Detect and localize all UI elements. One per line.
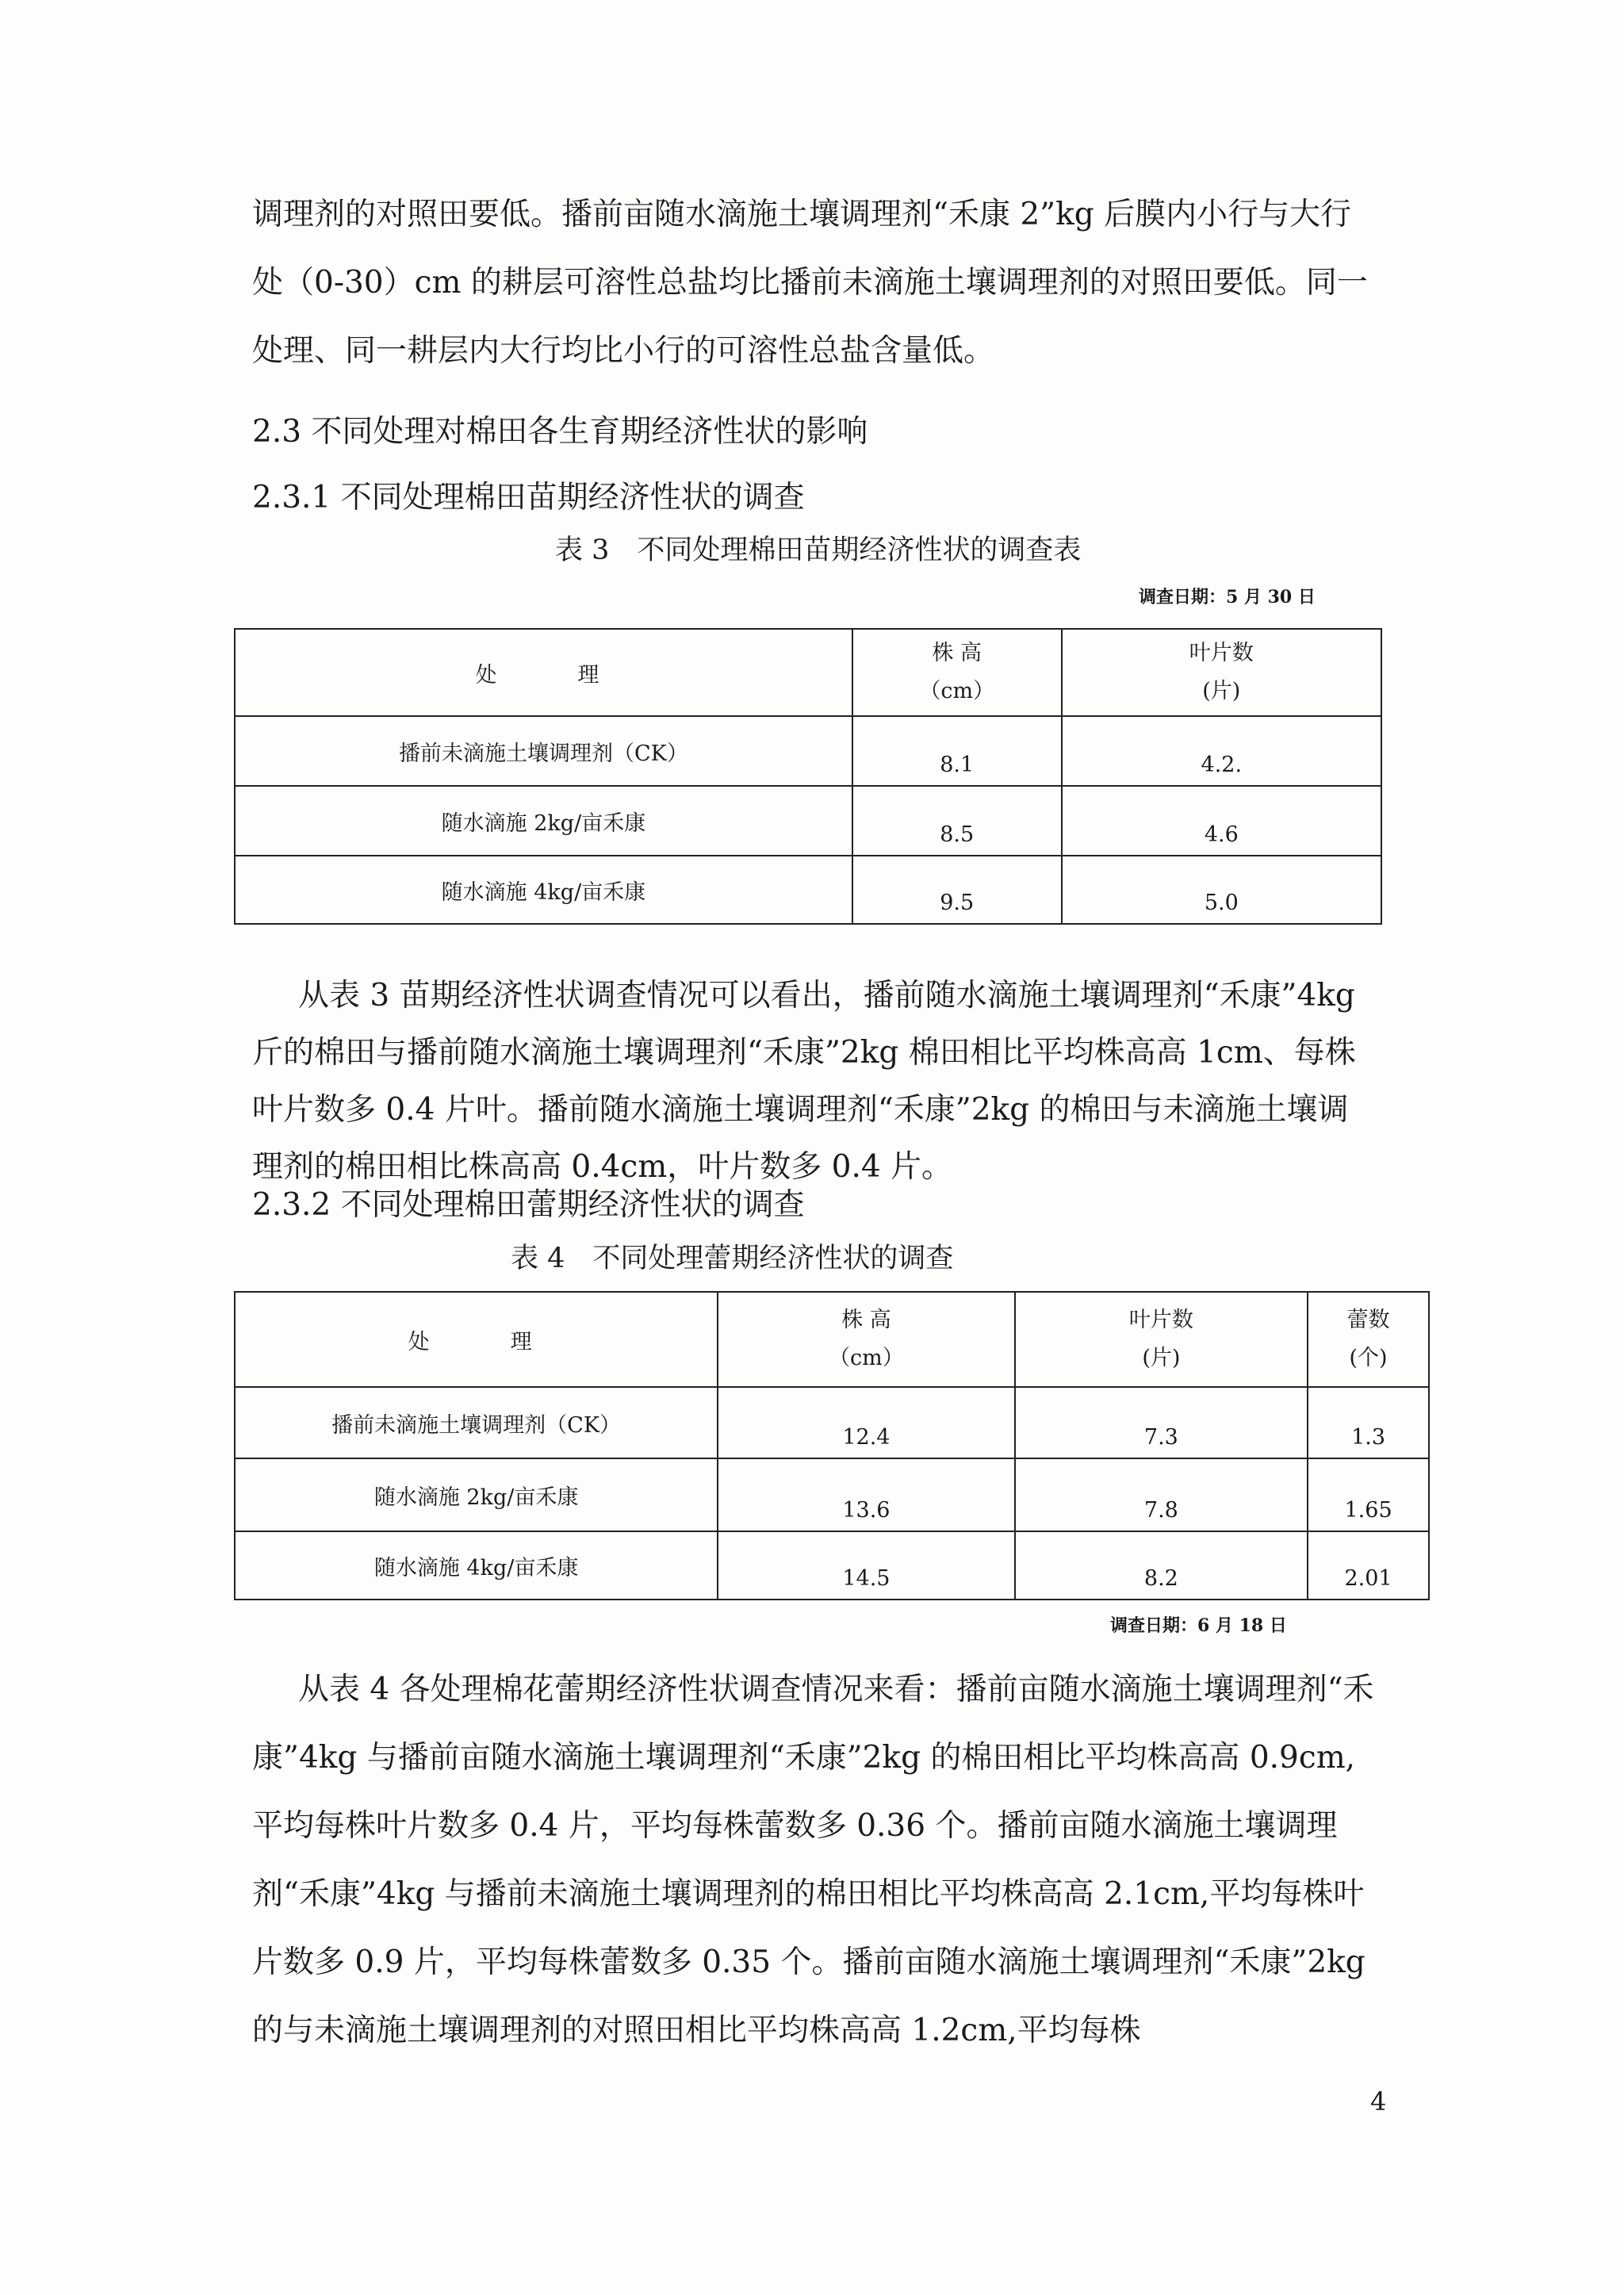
- table3-cell-height: 8.1: [852, 716, 1062, 786]
- table4-header-height: [718, 1292, 1015, 1387]
- table-row: [235, 856, 1381, 924]
- table3-seedling-traits: [234, 628, 1382, 925]
- table-row: [235, 716, 1381, 786]
- table3-cell-treatment: 随水滴施 2kg/亩禾康: [235, 786, 852, 856]
- table-row: [235, 1531, 1429, 1600]
- paragraph-soil-salinity-summary: 调理剂的对照田要低。播前亩随水滴施土壤调理剂“禾康 2”kg 后膜内小行与大行处（0-30）cm 的耕层可溶性总盐均比播前未滴施土壤调理剂的对照田要低。同一处理、同一耕层内大行均比小行的可溶性总盐含量低。: [252, 197, 1368, 369]
- table4-bud-stage-traits: [234, 1291, 1430, 1600]
- table4-header-buds-label: 蕾数: [1346, 1308, 1390, 1332]
- table4-header-leaves-unit: (片): [1142, 1346, 1181, 1370]
- section-heading-2-3-1: 2.3.1 不同处理棉田苗期经济性状的调查: [252, 480, 805, 515]
- table3-cell-height: 9.5: [852, 856, 1062, 924]
- table3-caption: 表 3 不同处理棉田苗期经济性状的调查表: [555, 534, 1082, 566]
- table3-header-row: [235, 629, 1381, 716]
- table3-header-treatment: 处 理: [235, 629, 852, 716]
- table4-cell-buds: 2.01: [1308, 1531, 1429, 1600]
- table4-cell-leaves: 7.3: [1015, 1387, 1308, 1458]
- table-row: [235, 1458, 1429, 1531]
- table4-cell-buds: 1.65: [1308, 1458, 1429, 1531]
- table3-cell-treatment: 播前未滴施土壤调理剂（CK）: [235, 716, 852, 786]
- table4-header-buds: [1308, 1292, 1429, 1387]
- table3-cell-treatment: 随水滴施 4kg/亩禾康: [235, 856, 852, 924]
- paragraph-table4-analysis: 从表 4 各处理棉花蕾期经济性状调查情况来看：播前亩随水滴施土壤调理剂“禾康”4kg 与播前亩随水滴施土壤调理剂“禾康”2kg 的棉田相比平均株高高 0.9cm,平均每株叶片数多 0.4 片，平均每株蕾数多 0.36 个。播前亩随水滴施土壤调理剂“禾康”4kg 与播前未滴施土壤调理剂的棉田相比平均株高高 2.1cm,平均每株叶片数多 0.9 片，平均每株蕾数多 0.35 个。播前亩随水滴施土壤调理剂“禾康”2kg 的与未滴施土壤调理剂的对照田相比平均株高高 1.2cm,平均每株: [252, 1672, 1374, 2048]
- table4-caption: 表 4 不同处理蕾期经济性状的调查: [511, 1243, 954, 1274]
- table3-survey-date: 调查日期：5 月 30 日: [1139, 587, 1316, 607]
- section-heading-2-3-2: 2.3.2 不同处理棉田蕾期经济性状的调查: [252, 1187, 805, 1223]
- table3-cell-leaves: 4.6: [1062, 786, 1381, 856]
- table3-header-leaves-label: 叶片数: [1189, 641, 1254, 665]
- page-number: 4: [1370, 2086, 1387, 2117]
- table3-header-leaves-unit: (片): [1202, 679, 1241, 703]
- table4-cell-treatment: 随水滴施 4kg/亩禾康: [235, 1531, 718, 1600]
- paragraph-table3-analysis: 从表 3 苗期经济性状调查情况可以看出，播前随水滴施土壤调理剂“禾康”4kg 斤的棉田与播前随水滴施土壤调理剂“禾康”2kg 棉田相比平均株高高 1cm、每株叶片数多 0.4 片叶。播前随水滴施土壤调理剂“禾康”2kg 的棉田与未滴施土壤调理剂的棉田相比株高高 0.4cm，叶片数多 0.4 片。: [252, 978, 1356, 1185]
- table4-header-treatment: 处 理: [235, 1292, 718, 1387]
- table4-cell-leaves: 7.8: [1015, 1458, 1308, 1531]
- table3-cell-height: 8.5: [852, 786, 1062, 856]
- table3-cell-leaves: 5.0: [1062, 856, 1381, 924]
- table3-header-height: [852, 629, 1062, 716]
- table3-header-leaves: [1062, 629, 1381, 716]
- table4-cell-height: 12.4: [718, 1387, 1015, 1458]
- table4-cell-leaves: 8.2: [1015, 1531, 1308, 1600]
- section-heading-2-3: 2.3 不同处理对棉田各生育期经济性状的影响: [252, 414, 868, 450]
- table4-header-buds-unit: (个): [1349, 1346, 1388, 1370]
- table4-header-leaves-label: 叶片数: [1128, 1308, 1193, 1332]
- table4-cell-height: 14.5: [718, 1531, 1015, 1600]
- table3-header-height-unit: （cm）: [919, 679, 995, 703]
- table3-cell-leaves: 4.2.: [1062, 716, 1381, 786]
- table4-header-row: [235, 1292, 1429, 1387]
- table4-cell-treatment: 播前未滴施土壤调理剂（CK）: [235, 1387, 718, 1458]
- table4-cell-treatment: 随水滴施 2kg/亩禾康: [235, 1458, 718, 1531]
- table-row: [235, 786, 1381, 856]
- table-row: [235, 1387, 1429, 1458]
- table4-cell-buds: 1.3: [1308, 1387, 1429, 1458]
- table4-cell-height: 13.6: [718, 1458, 1015, 1531]
- table4-header-height-unit: （cm）: [829, 1346, 904, 1370]
- table4-header-height-label: 株 高: [841, 1308, 891, 1332]
- table4-survey-date: 调查日期：6 月 18 日: [1110, 1615, 1287, 1636]
- table3-header-height-label: 株 高: [932, 641, 982, 665]
- table4-header-leaves: [1015, 1292, 1308, 1387]
